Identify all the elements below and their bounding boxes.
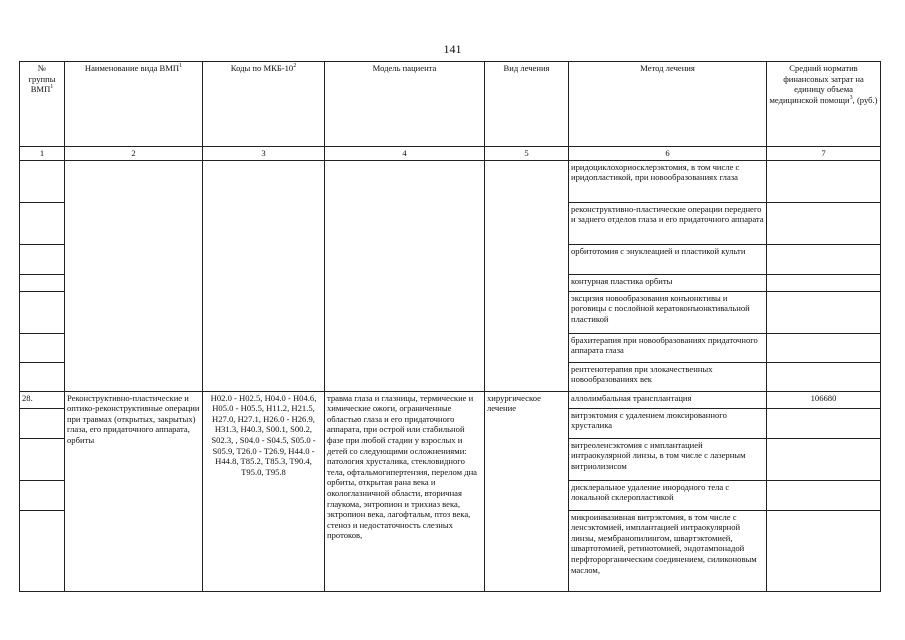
group-28-cost: 106680: [767, 391, 881, 408]
header-group-number: [20, 62, 65, 147]
cell-vmp-name: [65, 160, 203, 391]
cost-cell: [767, 274, 881, 291]
cell-group-number: [20, 274, 65, 291]
cost-cell: [767, 510, 881, 591]
column-number: 6: [569, 147, 767, 161]
cell-group-number: [20, 244, 65, 274]
cell-group-number: [20, 160, 65, 202]
header-group-number-vmp: ВМП: [30, 84, 51, 95]
column-number: 7: [767, 147, 881, 161]
cell-group-number: [20, 438, 65, 480]
cell-group-number: [20, 202, 65, 244]
column-number: 1: [20, 147, 65, 161]
method-cell: витреоленсэктомия с имплантацией интраокулярной линзы, в том числе с лазерным витриолизисом: [569, 438, 767, 480]
group-28-icd-codes: H02.0 - H02.5, H04.0 - H04.6, H05.0 - H05.5, H11.2, H21.5, H27.0, H27.1, H26.0 - H26.9, H31.3, H40.3, S00.1, S00.2, S02.3, , S04.0 - S04.5, S05.0 - S05.9, T26.0 - T26.9, H44.0 - H44.8, T85.2, T85.3, T90.4, T95.0, T95.8: [203, 391, 325, 591]
header-icd-codes-text: Коды по МКБ-10: [230, 63, 294, 73]
method-cell: контурная пластика орбиты: [569, 274, 767, 291]
cost-cell: [767, 438, 881, 480]
vmp-table: [19, 61, 881, 592]
column-number: 2: [65, 147, 203, 161]
group-number: 28.: [20, 391, 65, 408]
footnote-mark: 3: [849, 94, 853, 101]
cell-group-number: [20, 480, 65, 510]
group-28-name: Реконструктивно-пластические и оптико-реконструктивные операции при травмах (открытых, закрытых) глаза, его придаточного аппарата, орбиты: [65, 391, 203, 591]
method-cell: орбитотомия с энуклеацией и пластикой культи: [569, 244, 767, 274]
cost-cell: [767, 244, 881, 274]
cell-group-number: [20, 510, 65, 591]
cost-cell: [767, 408, 881, 438]
cell-treatment-type: [485, 160, 569, 391]
footnote-mark: 1: [179, 63, 183, 69]
column-number: 4: [325, 147, 485, 161]
method-cell: реконструктивно-пластические операции переднего и заднего отделов глаза и его придаточного аппарата: [569, 202, 767, 244]
column-number: 5: [485, 147, 569, 161]
method-cell: дисклеральное удаление инородного тела с локальной склеропластикой: [569, 480, 767, 510]
cost-cell: [767, 160, 881, 202]
group-28-treatment-type: хирургическое лечение: [485, 391, 569, 591]
cell-group-number: [20, 362, 65, 391]
cost-cell: [767, 202, 881, 244]
method-cell: рентгенотерапия при злокачественных новообразованиях век: [569, 362, 767, 391]
header-cost-text: Средний норматив финансовых затрат на единицу объема медицинской помощи: [769, 63, 864, 105]
header-row: [20, 62, 881, 147]
header-group-number-word: группы: [28, 73, 56, 84]
group-28-patient-model: травма глаза и глазницы, термические и химические ожоги, ограниченные областью глаза и его придаточного аппарата, при острой или стабильной фазе при любой стадии у взрослых и детей со следующими осложнениями: патология хрусталика, стекловидного тела, офтальмогипертензия, перелом дна орбиты, открытая рана века и окологлазничной области, вторичная глаукома, энтропион и трихиаз века, эктропион века, лагофтальм, птоз века, стеноз и недостаточность слезных протоков,: [325, 391, 485, 591]
header-patient-model: Модель пациента: [325, 62, 485, 147]
header-treatment-method: Метод лечения: [569, 62, 767, 147]
cost-cell: [767, 291, 881, 333]
method-cell: эксцизия новообразования конъюнктивы и роговицы с послойной кератоконъюнктивальной пластикой: [569, 291, 767, 333]
column-number-row: [20, 147, 881, 161]
column-number: 3: [203, 147, 325, 161]
method-cell: витрэктомия с удалением люксированного хрусталика: [569, 408, 767, 438]
cost-cell: [767, 333, 881, 362]
header-vmp-name: [65, 62, 203, 147]
method-cell: иридоциклохориосклерэктомия, в том числе с иридопластикой, при новообразованиях глаза: [569, 160, 767, 202]
footnote-mark: 2: [293, 63, 297, 69]
cost-cell: [767, 362, 881, 391]
cell-group-number: [20, 291, 65, 333]
cell-icd-codes: [203, 160, 325, 391]
table-row: [20, 160, 881, 202]
cell-group-number: [20, 333, 65, 362]
footnote-mark: 1: [50, 84, 54, 91]
page-number: 141: [443, 42, 462, 56]
header-treatment-type: Вид лечения: [485, 62, 569, 147]
method-cell: аллолимбальная трансплантация: [569, 391, 767, 408]
cell-group-number: [20, 408, 65, 438]
header-cost-standard: [767, 62, 881, 147]
cost-cell: [767, 480, 881, 510]
method-cell: микроинвазивная витрэктомия, в том числе с ленсэктомией, имплантацией интраокулярной линзы, мембранопилингом, швартэктомией, швартотомией, ретинотомией, эндотампонадой перфторорганическим соединением, силиконовым маслом,: [569, 510, 767, 591]
group-28-row: [20, 391, 881, 408]
header-icd-codes: [203, 62, 325, 147]
header-vmp-name-text: Наименование вида ВМП: [84, 63, 180, 73]
method-cell: брахитерапия при новообразованиях придаточного аппарата глаза: [569, 333, 767, 362]
header-cost-unit: , (руб.): [852, 94, 878, 105]
cell-patient-model: [325, 160, 485, 391]
header-group-number-symbol: №: [37, 63, 47, 73]
